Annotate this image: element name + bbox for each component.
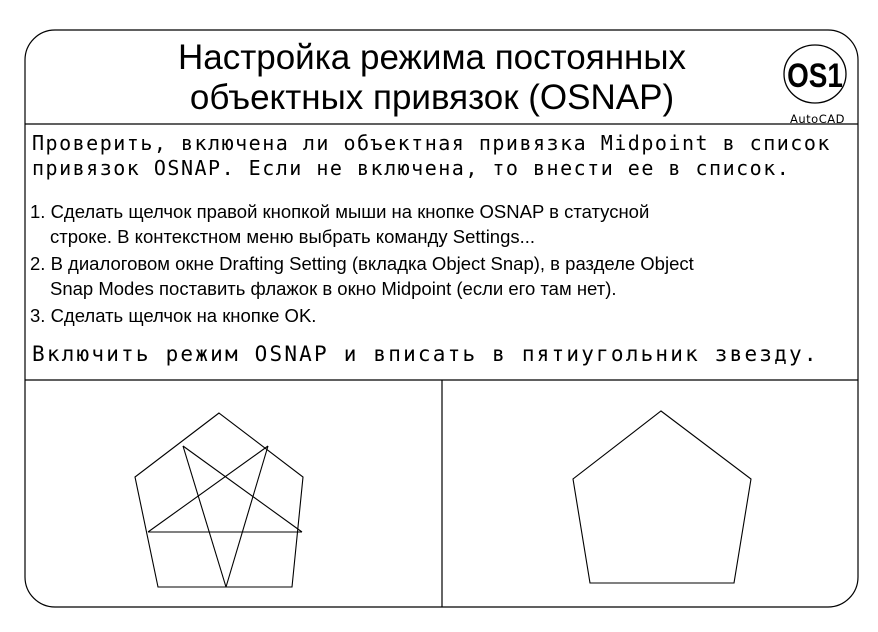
page-title-line-1: Настройка режима постоянных	[177, 38, 687, 77]
page-title-line-2: объектных привязок (OSNAP)	[189, 78, 675, 117]
step-1-line-2: строке. В контекстном меню выбрать команду Settings...	[50, 226, 536, 247]
star-stroke-1	[183, 446, 302, 532]
left-pentagon	[135, 413, 303, 587]
badge-code: OS1	[787, 56, 843, 95]
star-stroke-5	[183, 446, 226, 587]
step-1-line-1: 1. Сделать щелчок правой кнопкой мыши на кнопке OSNAP в статусной	[30, 201, 650, 222]
step-2-line-1: 2. В диалоговом окне Drafting Setting (вкладка Object Snap), в разделе Object	[30, 253, 694, 274]
intro-line-1: Проверить, включена ли объектная привязка Midpoint в список	[32, 131, 831, 155]
right-pentagon	[573, 411, 751, 583]
os1-badge-icon	[780, 42, 850, 106]
pentagon-with-star	[135, 413, 303, 587]
badge-product-label: AutoCAD	[790, 112, 845, 126]
step-2-line-2: Snap Modes поставить флажок в окно Midpoint (если его там нет).	[50, 278, 617, 299]
star-stroke-4	[226, 446, 268, 587]
step-3-line-1: 3. Сделать щелчок на кнопке OK.	[30, 305, 317, 326]
intro-line-2: привязок OSNAP. Если не включена, то внести ее в список.	[32, 156, 791, 180]
task-instruction: Включить режим OSNAP и вписать в пятиугольник звезду.	[32, 342, 819, 366]
star-stroke-3	[148, 446, 268, 532]
